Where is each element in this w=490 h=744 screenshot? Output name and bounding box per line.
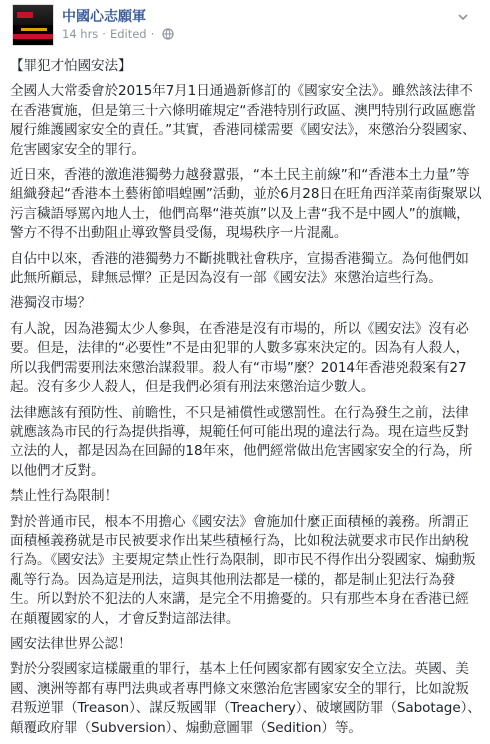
post-subheading: 國安法律世界公認！ — [10, 635, 132, 652]
avatar-red-stripe — [13, 34, 53, 39]
post-paragraph: 自佔中以來，香港的港獨勢力不斷挑戰社會秩序，宣揚香港獨立。為何他們如此無所顧忌，肆無忌憚？正是因為沒有一部《國安法》來懲治這些行為。 — [10, 250, 469, 287]
post-subheading: 港獨沒市場？ — [10, 295, 91, 312]
meta-separator: · — [102, 27, 106, 41]
post-body — [10, 57, 482, 744]
post-paragraph-title: 【罪犯才怕國安法】 — [10, 58, 132, 74]
post-paragraph: 對於分裂國家這樣嚴重的罪行，基本上任何國家都有國家安全立法。英國、美國、澳洲等都有專門法典或者專門條文來懲治危害國家安全的罪行，比如說叛君叛逆罪（Treason）、謀反叛國罪（Treachery）、破壞國防罪（Sabotage）、顛覆政府罪（Subversion）、煽動意圖罪（Sedition）等。 — [10, 661, 481, 736]
post-paragraph: 對於普通市民，根本不用擔心《國安法》會施加什麼正面積極的義務。所謂正面積極義務就是市民被要求作出某些積極行為，比如稅法就要求市民作出納稅行為。《國安法》主要規定禁止性行為限制，即市民不得作出分裂國家、煽動叛亂等行為。因為這是刑法，這與其他刑法都是一樣的，都是制止犯法行為發生。所以對於不犯法的人來講，是完全不用擔憂的。只有那些本身在香港已經在顛覆國家的人，才會反對這部法律。 — [10, 513, 476, 627]
page-avatar[interactable] — [12, 4, 54, 46]
edited-link[interactable]: Edited — [109, 27, 147, 41]
post-subheading: 禁止性行為限制！ — [10, 488, 118, 505]
post-header — [10, 0, 480, 52]
post-paragraph: 近日來，香港的激進港獨勢力越發囂張，“本土民主前線”和“香港本土力量”等組織發起“香港本土藝術節唱蝗團”活動，並於6月28日在旺角西洋菜南街聚眾以污言穢語辱罵內地人士，他們高舉“港英旗”以及上書“我不是中國人”的旗幟，警方不得不出動阻止導致警員受傷，現場秩序一片混亂。 — [10, 167, 482, 242]
globe-icon — [162, 28, 174, 40]
avatar-gold-stripe — [21, 28, 47, 31]
post-paragraph: 有人說，因為港獨太少人參與，在香港是沒有市場的，所以《國安法》沒有必要。但是，法律的“必要性”不是由犯罪的人數多寡來決定的。因為有人殺人，所以我們需要刑法來懲治謀殺罪。殺人有“市場”麼？2014年香港兇殺案有27起。沒有多少人殺人，但是我們必須有刑法來懲治這少數人。 — [10, 320, 470, 396]
page-name-link[interactable]: 中國心志願軍 — [62, 9, 146, 25]
post-meta — [62, 27, 174, 41]
post-paragraph: 法律應該有預防性、前瞻性，不只是補償性或懲罰性。在行為發生之前，法律就應該為市民的行為提供指導，規範任何可能出現的違法行為。現在這些反對立法的人，都是因為在回歸的18年來，他們經常做出危害國家安全的行為，所以他們才反對。 — [10, 404, 473, 479]
post-timestamp[interactable]: 14 hrs — [62, 27, 99, 41]
post-paragraph: 全國人大常委會於2015年7月1日通過新修訂的《國家安全法》。雖然該法律不在香港實施，但是第三十六條明確規定“香港特別行政區、澳門特別行政區應當履行維護國家安全的責任。”其實，香港同樣需要《國安法》，來懲治分裂國家、危害國家安全的罪行。 — [10, 83, 476, 158]
avatar-red-mark — [17, 12, 33, 18]
chevron-down-icon[interactable] — [456, 10, 470, 24]
meta-separator-2: · — [150, 27, 155, 41]
